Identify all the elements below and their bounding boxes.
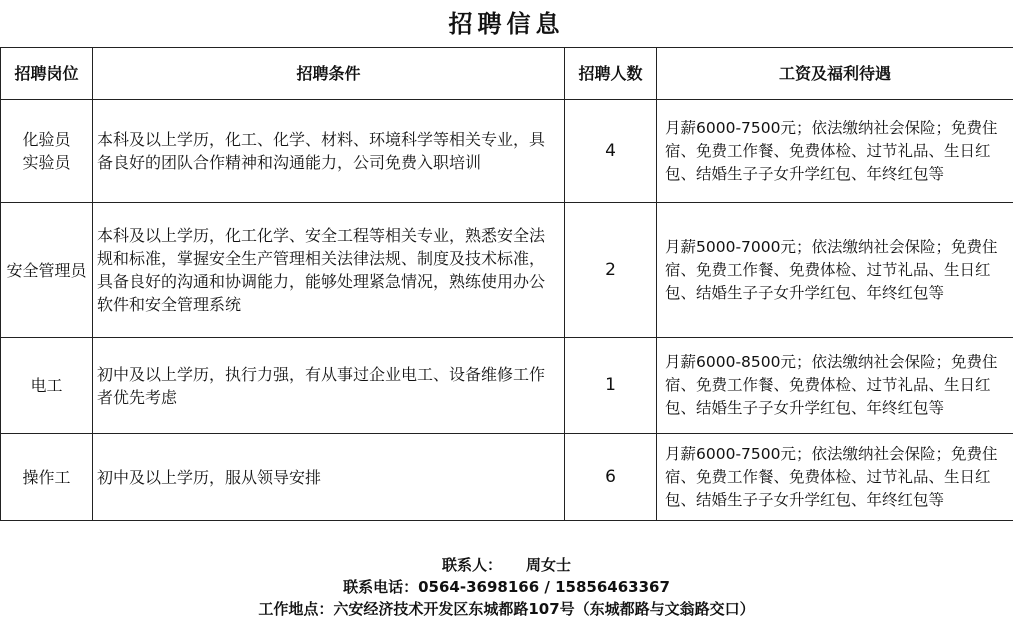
table-row (1, 100, 1013, 203)
header-requirements: 招聘条件 (93, 48, 565, 100)
position-cell: 电工 (1, 338, 93, 434)
table-row (1, 434, 1013, 521)
page-title: 招聘信息 (448, 10, 565, 38)
requirements-cell: 本科及以上学历，化工化学、安全工程等相关专业，熟悉安全法规和标准，掌握安全生产管理相关法律法规、制度及技术标准，具备良好的沟通和协调能力，能够处理紧急情况，熟练使用办公软件和安全管理系统 (93, 203, 565, 338)
contact-info (0, 554, 1013, 620)
contact-phone: 0564-3698166 / 15856463367 (418, 578, 670, 596)
position-cell: 安全管理员 (1, 203, 93, 338)
benefits-cell: 月薪5000-7000元；依法缴纳社会保险；免费住宿、免费工作餐、免费体检、过节礼品、生日红包、结婚生子子女升学红包、年终红包等 (657, 203, 1013, 338)
requirements-cell: 初中及以上学历，执行力强，有从事过企业电工、设备维修工作者优先考虑 (93, 338, 565, 434)
header-count: 招聘人数 (565, 48, 657, 100)
position-cell: 操作工 (1, 434, 93, 521)
requirements-cell: 本科及以上学历，化工、化学、材料、环境科学等相关专业，具备良好的团队合作精神和沟通能力，公司免费入职培训 (93, 100, 565, 203)
contact-person-line (0, 554, 1013, 576)
requirements-cell: 初中及以上学历，服从领导安排 (93, 434, 565, 521)
position-line: 实验员 (22, 153, 71, 172)
count-cell: 4 (565, 100, 657, 203)
recruitment-table (0, 47, 1013, 521)
work-address-line (0, 598, 1013, 620)
header-benefits: 工资及福利待遇 (657, 48, 1013, 100)
position-cell (1, 100, 93, 203)
count-cell: 2 (565, 203, 657, 338)
contact-phone-line (0, 576, 1013, 598)
benefits-cell: 月薪6000-8500元；依法缴纳社会保险；免费住宿、免费工作餐、免费体检、过节礼品、生日红包、结婚生子子女升学红包、年终红包等 (657, 338, 1013, 434)
benefits-cell: 月薪6000-7500元；依法缴纳社会保险；免费住宿、免费工作餐、免费体检、过节礼品、生日红包、结婚生子子女升学红包、年终红包等 (657, 100, 1013, 203)
header-position: 招聘岗位 (1, 48, 93, 100)
benefits-cell: 月薪6000-7500元；依法缴纳社会保险；免费住宿、免费工作餐、免费体检、过节礼品、生日红包、结婚生子子女升学红包、年终红包等 (657, 434, 1013, 521)
contact-person: 周女士 (526, 556, 572, 574)
table-row (1, 338, 1013, 434)
count-cell: 6 (565, 434, 657, 521)
work-address: 六安经济技术开发区东城都路107号（东城都路与文翁路交口） (333, 600, 755, 618)
work-address-label: 工作地点： (258, 600, 334, 618)
table-row (1, 203, 1013, 338)
count-cell: 1 (565, 338, 657, 434)
contact-person-label: 联系人： (441, 556, 502, 574)
table-header-row (1, 48, 1013, 100)
contact-phone-label: 联系电话： (343, 578, 419, 596)
position-line: 化验员 (22, 130, 71, 149)
